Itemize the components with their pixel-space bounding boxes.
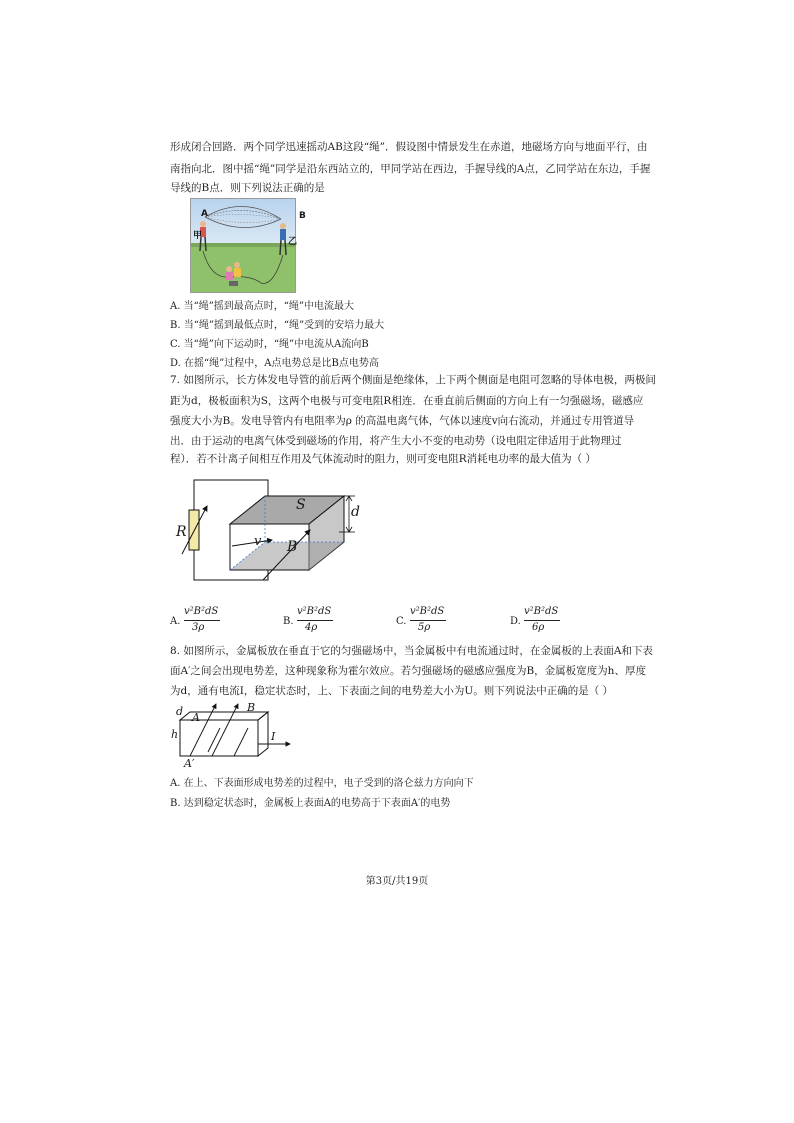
q7-label-r: R [176,524,187,540]
q8-label-h: h [171,728,179,741]
q8-option-a: A. 在上、下表面形成电势差的过程中，电子受到的洛仑兹力方向向下 [170,778,474,789]
q7-label-v: v [254,534,262,549]
q6-text-line-3: 导线的B点．则下列说法正确的是 [170,182,325,194]
q8-label-a: A [192,711,200,724]
q8-label-b: B [247,701,256,714]
q7-option-c-denominator: 5ρ [418,622,431,633]
q8-text-line-1: 8. 如图所示，金属板放在垂直于它的匀强磁场中，当金属板中有电流通过时，在金属板的上表面A和下表 [170,645,653,657]
q8-label-a-prime: A′ [184,757,195,770]
q7-option-b-label: B. [283,616,294,627]
q8-text-line-2: 面A′之间会出现电势差，这种现象称为霍尔效应。若匀强磁场的磁感应强度为B，金属板宽度为h、厚度 [170,665,646,677]
q7-text-line-3: 强度大小为B。发电导管内有电阻率为ρ 的高温电离气体，气体以速度v向右流动，并通过专用管道导 [170,415,635,427]
q7-option-d-numerator: v²B²dS [524,606,559,617]
fraction-bar [410,620,446,621]
q6-option-d: D. 在摇“绳”过程中，A点电势总是比B点电势高 [170,358,379,369]
q8-label-i: I [271,730,276,743]
q7-text-line-1: 7. 如图所示，长方体发电导管的前后两个侧面是绝缘体，上下两个侧面是电阻可忽略的导体电极，两极间 [170,374,656,386]
q6-text-line-2: 南指向北．图中摇“绳”同学是沿东西站立的，甲同学站在西边，手握导线的A点，乙同学站在东边，手握 [170,163,651,175]
q8-option-b: B. 达到稳定状态时，金属板上表面A的电势高于下表面A′的电势 [170,798,451,809]
q6-label-yi: 乙 [288,237,298,247]
q7-option-c-numerator: v²B²dS [410,606,445,617]
fraction-bar [184,620,220,621]
q8-label-d: d [176,705,184,718]
q7-text-line-4: 出．由于运动的电离气体受到磁场的作用，将产生大小不变的电动势（设电阻定律适用于此物理过 [170,435,622,447]
q7-option-d-label: D. [510,616,521,627]
q6-option-b: B. 当“绳”摇到最低点时，“绳”受到的安培力最大 [170,320,385,331]
q7-label-b: B [287,539,298,555]
q7-label-d: d [351,504,360,520]
q7-text-line-2: 距为d，极板面积为S，这两个电极与可变电阻R相连．在垂直前后侧面的方向上有一匀强磁场，磁感应 [170,395,644,407]
q7-text-line-5: 程）．若不计离子间相互作用及气体流动时的阻力，则可变电阻R消耗电功率的最大值为（ ） [170,453,596,465]
q7-option-d-denominator: 6ρ [532,622,545,633]
q7-generator-figure [168,472,378,587]
q7-option-b-denominator: 4ρ [305,622,318,633]
q6-option-a: A. 当“绳”摇到最高点时，“绳”中电流最大 [170,301,355,312]
q7-option-a-label: A. [170,616,181,627]
q6-label-b: B [299,211,306,221]
q7-option-b-numerator: v²B²dS [297,606,332,617]
q7-option-a-numerator: v²B²dS [184,606,219,617]
q7-option-a-denominator: 3ρ [192,622,205,633]
fraction-bar [524,620,560,621]
q8-text-line-3: 为d，通有电流I，稳定状态时，上、下表面之间的电势差大小为U。则下列说法中正确的是（ ） [170,685,614,697]
q7-label-s: S [296,497,306,513]
q6-text-line-1: 形成闭合回路．两个同学迅速摇动AB这段“绳”．假设图中情景发生在赤道，地磁场方向与地面平行，由 [170,141,648,153]
q6-label-jia: 甲 [193,231,203,241]
page-number: 第3页/共19页 [365,876,429,887]
fraction-bar [297,620,333,621]
q6-option-c: C. 当“绳”向下运动时，“绳”中电流从A流向B [170,339,369,350]
q7-option-c-label: C. [396,616,407,627]
q6-label-a: A [201,209,208,219]
